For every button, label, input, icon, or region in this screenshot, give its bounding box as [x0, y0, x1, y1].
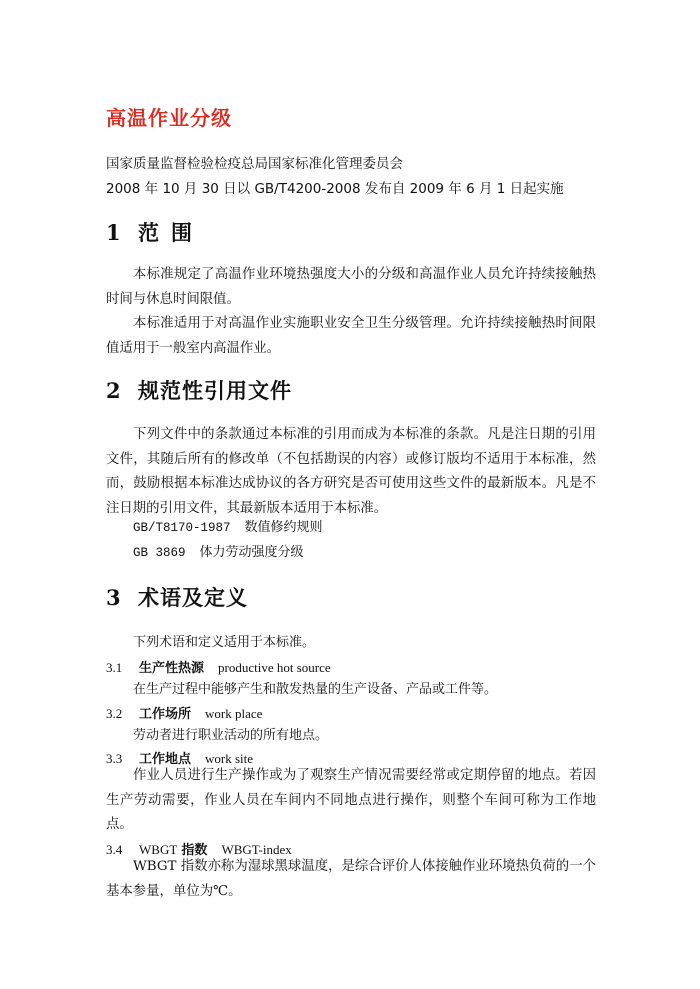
- term-definition: WBGT 指数亦称为湿球黑球温度，是综合评价人体接触作业环境热负荷的一个基本参量，单位为℃。: [106, 859, 596, 899]
- term-chinese: 指数: [181, 843, 208, 858]
- term-definition: 在生产过程中能够产生和散发热量的生产设备、产品或工件等。: [133, 682, 498, 697]
- reference-code: GB/T8170-1987: [133, 521, 231, 535]
- term-chinese: 工作地点: [139, 752, 192, 767]
- section-3-heading: [106, 582, 248, 612]
- term-english: work place: [205, 706, 263, 721]
- term-definition: 劳动者进行职业活动的所有地点。: [133, 728, 329, 743]
- term-definition: 作业人员进行生产操作或为了观察生产情况需要经常或定期停留的地点。若因生产劳动需要，作业人员在车间内不同地点进行操作，则整个车间可称为工作地点。: [106, 768, 596, 832]
- term-number: 3.2: [106, 706, 123, 721]
- term-chinese: 工作场所: [139, 707, 192, 722]
- section-2-heading: [106, 375, 292, 405]
- term-number: 3.4: [106, 842, 123, 857]
- reference-code: GB 3869: [133, 546, 186, 560]
- section-number: 1: [106, 220, 121, 245]
- normative-reference: [133, 541, 304, 560]
- term-number: 3.3: [106, 751, 123, 766]
- section-1-paragraph: 本标准规定了高温作业环境热强度大小的分级和高温作业人员允许持续接触热时间与休息时间限值。: [106, 267, 596, 307]
- reference-name: 体力劳动强度分级: [199, 545, 304, 560]
- normative-reference: [133, 516, 323, 535]
- term-heading: [106, 703, 262, 722]
- section-title: 规范性引用文件: [138, 379, 292, 403]
- section-title: 术语及定义: [138, 586, 248, 610]
- term-heading: [106, 657, 331, 676]
- section-2-paragraph: 下列文件中的条款通过本标准的引用而成为本标准的条款。凡是注日期的引用文件，其随后所有的修改单（不包括勘误的内容）或修订版均不适用于本标准，然而，鼓励根据本标准达成协议的各方研究是否可使用这些文件的最新版本。凡是不注日期的引用文件，其最新版本适用于本标准。: [106, 427, 596, 516]
- document-title: 高温作业分级: [106, 106, 232, 130]
- reference-name: 数值修约规则: [244, 520, 323, 535]
- issuer-line: 国家质量监督检验检疫总局国家标准化管理委员会: [106, 156, 403, 172]
- term-number: 3.1: [106, 660, 123, 675]
- term-english: work site: [205, 751, 254, 766]
- section-1-paragraph: 本标准适用于对高温作业实施职业安全卫生分级管理。允许持续接触热时间限值适用于一般室内高温作业。: [106, 316, 596, 356]
- term-code: WBGT: [139, 842, 178, 857]
- section-1-heading: [106, 217, 204, 247]
- section-3-intro: 下列术语和定义适用于本标准。: [133, 635, 316, 650]
- section-number: 3: [106, 585, 121, 610]
- section-number: 2: [106, 378, 121, 403]
- term-english: WBGT-index: [221, 842, 292, 857]
- dates-line: 2008 年 10 月 30 日以 GB/T4200-2008 发布自 2009 年 6 月 1 日起实施: [106, 181, 564, 197]
- section-title: 范围: [138, 221, 204, 245]
- term-english: productive hot source: [218, 660, 331, 675]
- term-chinese: 生产性热源: [139, 661, 205, 676]
